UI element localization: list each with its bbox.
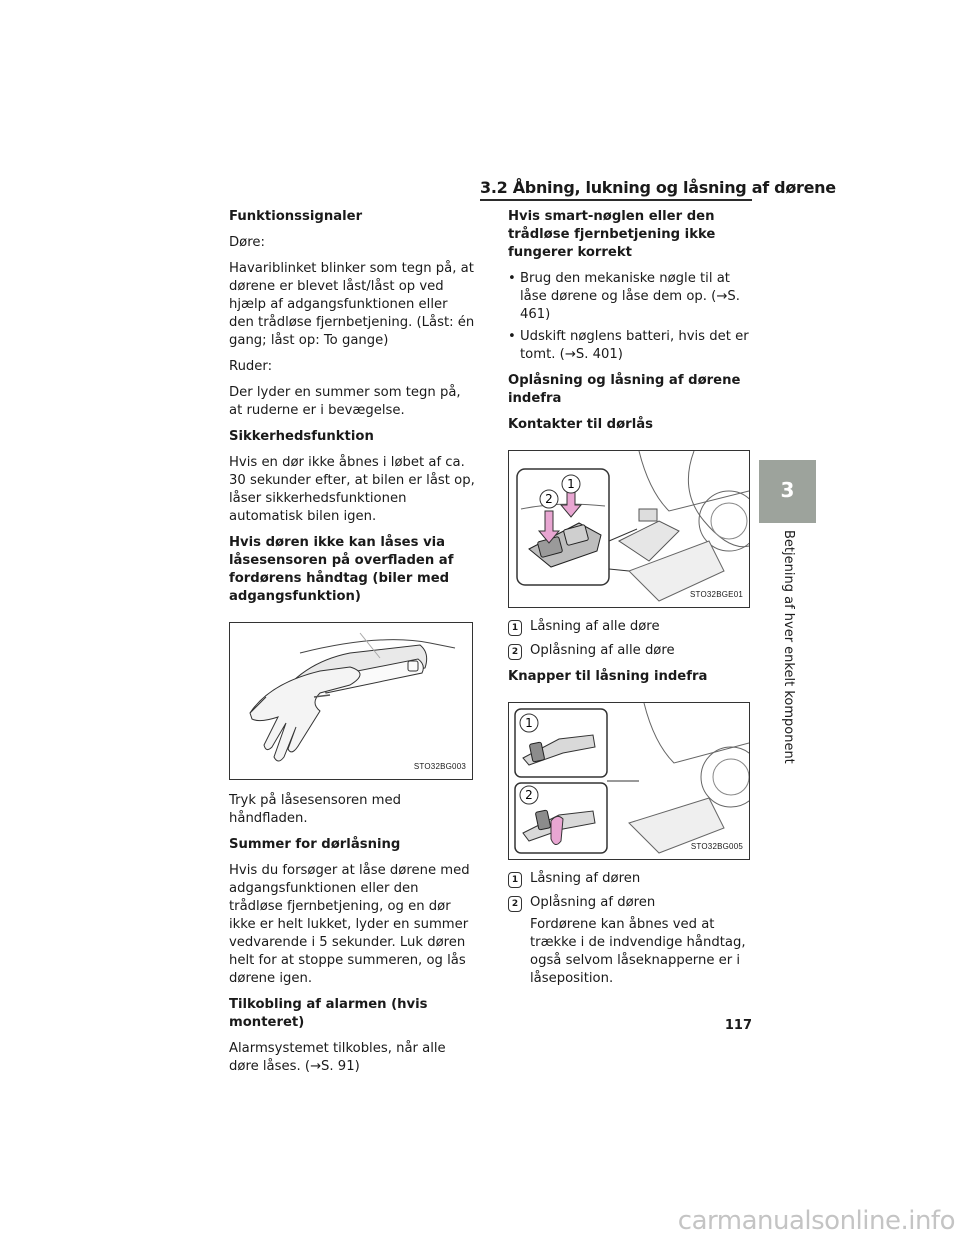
fig2-callout-1: 1 [525,716,533,730]
header-rule [480,199,752,201]
label-ruder: Ruder: [229,359,273,374]
fig1-callout-2: 2 [545,492,553,506]
heading-kontakter: Kontakter til dørlås [508,417,653,432]
heading-alarm: Tilkobling af alarmen (hvis monteret) [229,997,428,1030]
list-item-text: Oplåsning af døren [530,895,656,910]
door-lock-switch-illustration [509,451,749,607]
section-header: 3.2 Åbning, lukning og låsning af dørene [480,178,836,197]
figure-lock-knob [508,702,750,860]
number-badge: 1 [508,872,522,888]
list-item-text: Oplåsning af alle døre [530,643,675,658]
figure-code: STO32BG003 [413,762,466,771]
figure-door-handle [229,622,473,780]
heading-summer: Summer for dørlåsning [229,837,401,852]
heading-laasesensor: Hvis døren ikke kan låses via låsesensoren på overfladen af fordørens håndtag (biler med adgangsfunktion) [229,535,454,604]
text-sikkerhedsfunktion: Hvis en dør ikke åbnes i løbet af ca. 30 sekunder efter, at bilen er låst op, låser sikkerhedsfunktionen automatisk bilen igen. [229,455,475,524]
lock-knob-illustration [509,703,749,859]
heading-oplasning-indefra: Oplåsning og låsning af dørene indefra [508,373,741,406]
list-item [508,870,756,888]
figure-code: STO32BG005 [690,842,743,851]
figure-code: STO32BGE01 [690,590,743,599]
page-number: 117 [724,1018,752,1033]
fig2-callout-2: 2 [525,788,533,802]
heading-sikkerhedsfunktion: Sikkerhedsfunktion [229,429,374,444]
left-column [229,208,475,1084]
list-item [508,618,756,636]
text-ruder: Der lyder en summer som tegn på, at ruderne er i bevægelse. [229,385,461,418]
watermark: carmanualsonline.info [677,1206,955,1236]
bullet-item: • Brug den mekaniske nøgle til at låse dørene og låse dem op. (→S. 461) [508,270,756,324]
heading-funktionssignaler: Funktionssignaler [229,209,363,224]
text-alarm: Alarmsystemet tilkobles, når alle døre låses. (→S. 91) [229,1041,446,1074]
list-item-text: Låsning af døren [530,871,641,886]
text-summer: Hvis du forsøger at låse dørene med adgangsfunktionen eller den trådløse fjernbetjening, og en dør ikke er helt lukket, lyder en summer vedvarende i 5 sekunder. Luk døren helt for at stoppe summeren, og lås dørene igen. [229,863,470,986]
list-item [508,894,756,988]
fig1-callout-1: 1 [567,477,575,491]
heading-smart-key: Hvis smart-nøglen eller den trådløse fjernbetjening ikke fungerer korrekt [508,209,716,260]
list-item [508,642,756,660]
number-badge: 1 [508,620,522,636]
list-item-text: Låsning af alle døre [530,619,660,634]
chapter-tab [759,460,816,523]
chapter-title: Betjening af hver enkelt komponent [781,530,796,764]
heading-knapper: Knapper til låsning indefra [508,669,708,684]
number-badge: 2 [508,896,522,912]
chapter-number: 3 [780,478,795,502]
bullet-item: • Udskift nøglens batteri, hvis det er tomt. (→S. 401) [508,328,756,364]
right-column [508,208,756,994]
door-handle-illustration [230,623,472,779]
figure-door-lock-switch [508,450,750,608]
text-dore: Havariblinket blinker som tegn på, at dørene er blevet låst/låst op ved hjælp af adgangsfunktionen eller den trådløse fjernbetjening. (Låst: én gang; låst op: To gange) [229,261,475,348]
label-dore: Døre: [229,235,265,250]
list-item-note: Fordørene kan åbnes ved at trække i de indvendige håndtag, også selvom låseknapperne er i låseposition. [530,917,746,986]
text-tryk: Tryk på låsesensoren med håndfladen. [229,793,401,826]
number-badge: 2 [508,644,522,660]
